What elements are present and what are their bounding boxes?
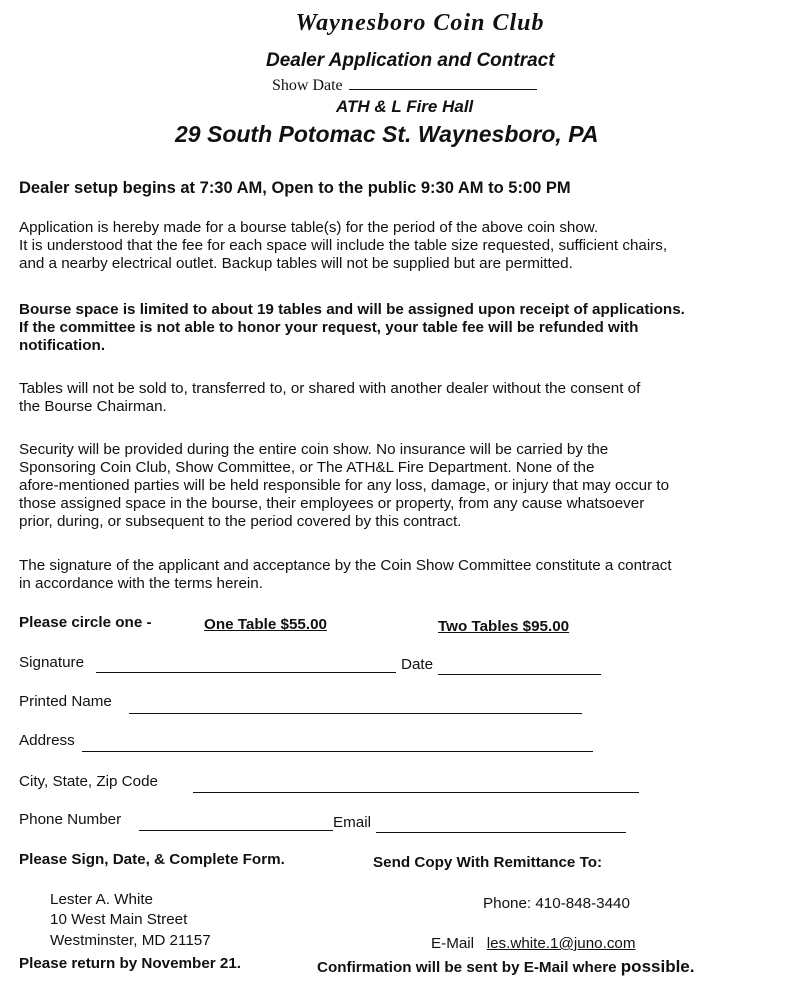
- contact-street: 10 West Main Street: [50, 911, 188, 928]
- sign-instruction: Please Sign, Date, & Complete Form.: [19, 851, 285, 868]
- venue: ATH & L Fire Hall: [336, 97, 474, 116]
- paragraph-line: notification.: [19, 337, 106, 354]
- tables-paragraph: [19, 380, 640, 416]
- paragraph-line: prior, during, or subsequent to the period covered by this contract.: [19, 513, 462, 530]
- email-label: Email: [333, 814, 371, 831]
- email-field[interactable]: [376, 832, 626, 833]
- paragraph-line: It is understood that the fee for each space will include the table size requested, sufficient chairs,: [19, 237, 668, 254]
- show-date-line: [272, 75, 537, 95]
- city-state-zip-label: City, State, Zip Code: [19, 773, 158, 790]
- paragraph-line: If the committee is not able to honor your request, your table fee will be refunded with: [19, 319, 639, 336]
- phone-label: Phone Number: [19, 811, 122, 828]
- confirmation-note: [317, 957, 694, 977]
- city-state-zip-field[interactable]: [193, 792, 639, 793]
- contact-name: Lester A. White: [50, 891, 153, 908]
- venue-address: 29 South Potomac St. Waynesboro, PA: [175, 121, 599, 147]
- paragraph-line: Security will be provided during the entire coin show. No insurance will be carried by the: [19, 441, 609, 458]
- return-deadline: Please return by November 21.: [19, 955, 242, 972]
- paragraph-line: Sponsoring Coin Club, Show Committee, or The ATH&L Fire Department. None of the: [19, 459, 595, 476]
- paragraph-line: in accordance with the terms herein.: [19, 575, 263, 592]
- paragraph-line: the Bourse Chairman.: [19, 398, 167, 415]
- phone-field[interactable]: [139, 830, 333, 831]
- send-copy-heading: Send Copy With Remittance To:: [373, 854, 603, 871]
- club-name: Waynesboro Coin Club: [295, 10, 545, 36]
- show-date-label: Show Date: [272, 77, 343, 94]
- show-date-field[interactable]: [349, 75, 537, 90]
- date-label: Date: [401, 656, 434, 673]
- contact-email: [431, 935, 636, 952]
- paragraph-line: Application is hereby made for a bourse table(s) for the period of the above coin show.: [19, 219, 599, 236]
- security-paragraph: [19, 441, 669, 531]
- date-field[interactable]: [438, 674, 601, 675]
- paragraph-line: Bourse space is limited to about 19 tables and will be assigned upon receipt of applications.: [19, 301, 685, 318]
- confirmation-emphasis: possible.: [620, 957, 695, 976]
- bourse-paragraph: [19, 301, 685, 355]
- email-prefix: E-Mail: [431, 935, 475, 952]
- address-field[interactable]: [82, 751, 593, 752]
- setup-hours: Dealer setup begins at 7:30 AM, Open to the public 9:30 AM to 5:00 PM: [19, 179, 571, 197]
- two-tables-option[interactable]: Two Tables $95.00: [438, 618, 570, 635]
- paragraph-line: those assigned space in the bourse, their employees or property, from any cause whatsoever: [19, 495, 645, 512]
- address-label: Address: [19, 732, 75, 749]
- one-table-option[interactable]: One Table $55.00: [204, 616, 327, 633]
- contact-phone: Phone: 410-848-3440: [483, 895, 630, 912]
- signature-field[interactable]: [96, 672, 396, 673]
- paragraph-line: and a nearby electrical outlet. Backup tables will not be supplied but are permitted.: [19, 255, 573, 272]
- application-paragraph: [19, 219, 667, 273]
- printed-name-label: Printed Name: [19, 693, 112, 710]
- signature-paragraph: [19, 557, 672, 593]
- paragraph-line: afore-mentioned parties will be held responsible for any loss, damage, or injury that may occur to: [19, 477, 670, 494]
- confirmation-text: Confirmation will be sent by E-Mail where: [317, 959, 621, 976]
- form-title: Dealer Application and Contract: [266, 50, 555, 71]
- printed-name-field[interactable]: [129, 713, 582, 714]
- circle-one-prompt: Please circle one -: [19, 614, 152, 631]
- email-link[interactable]: les.white.1@juno.com: [486, 935, 636, 952]
- contact-city: Westminster, MD 21157: [50, 932, 211, 949]
- paragraph-line: The signature of the applicant and acceptance by the Coin Show Committee constitute a contract: [19, 557, 672, 574]
- paragraph-line: Tables will not be sold to, transferred to, or shared with another dealer without the consent of: [19, 380, 641, 397]
- signature-label: Signature: [19, 654, 85, 671]
